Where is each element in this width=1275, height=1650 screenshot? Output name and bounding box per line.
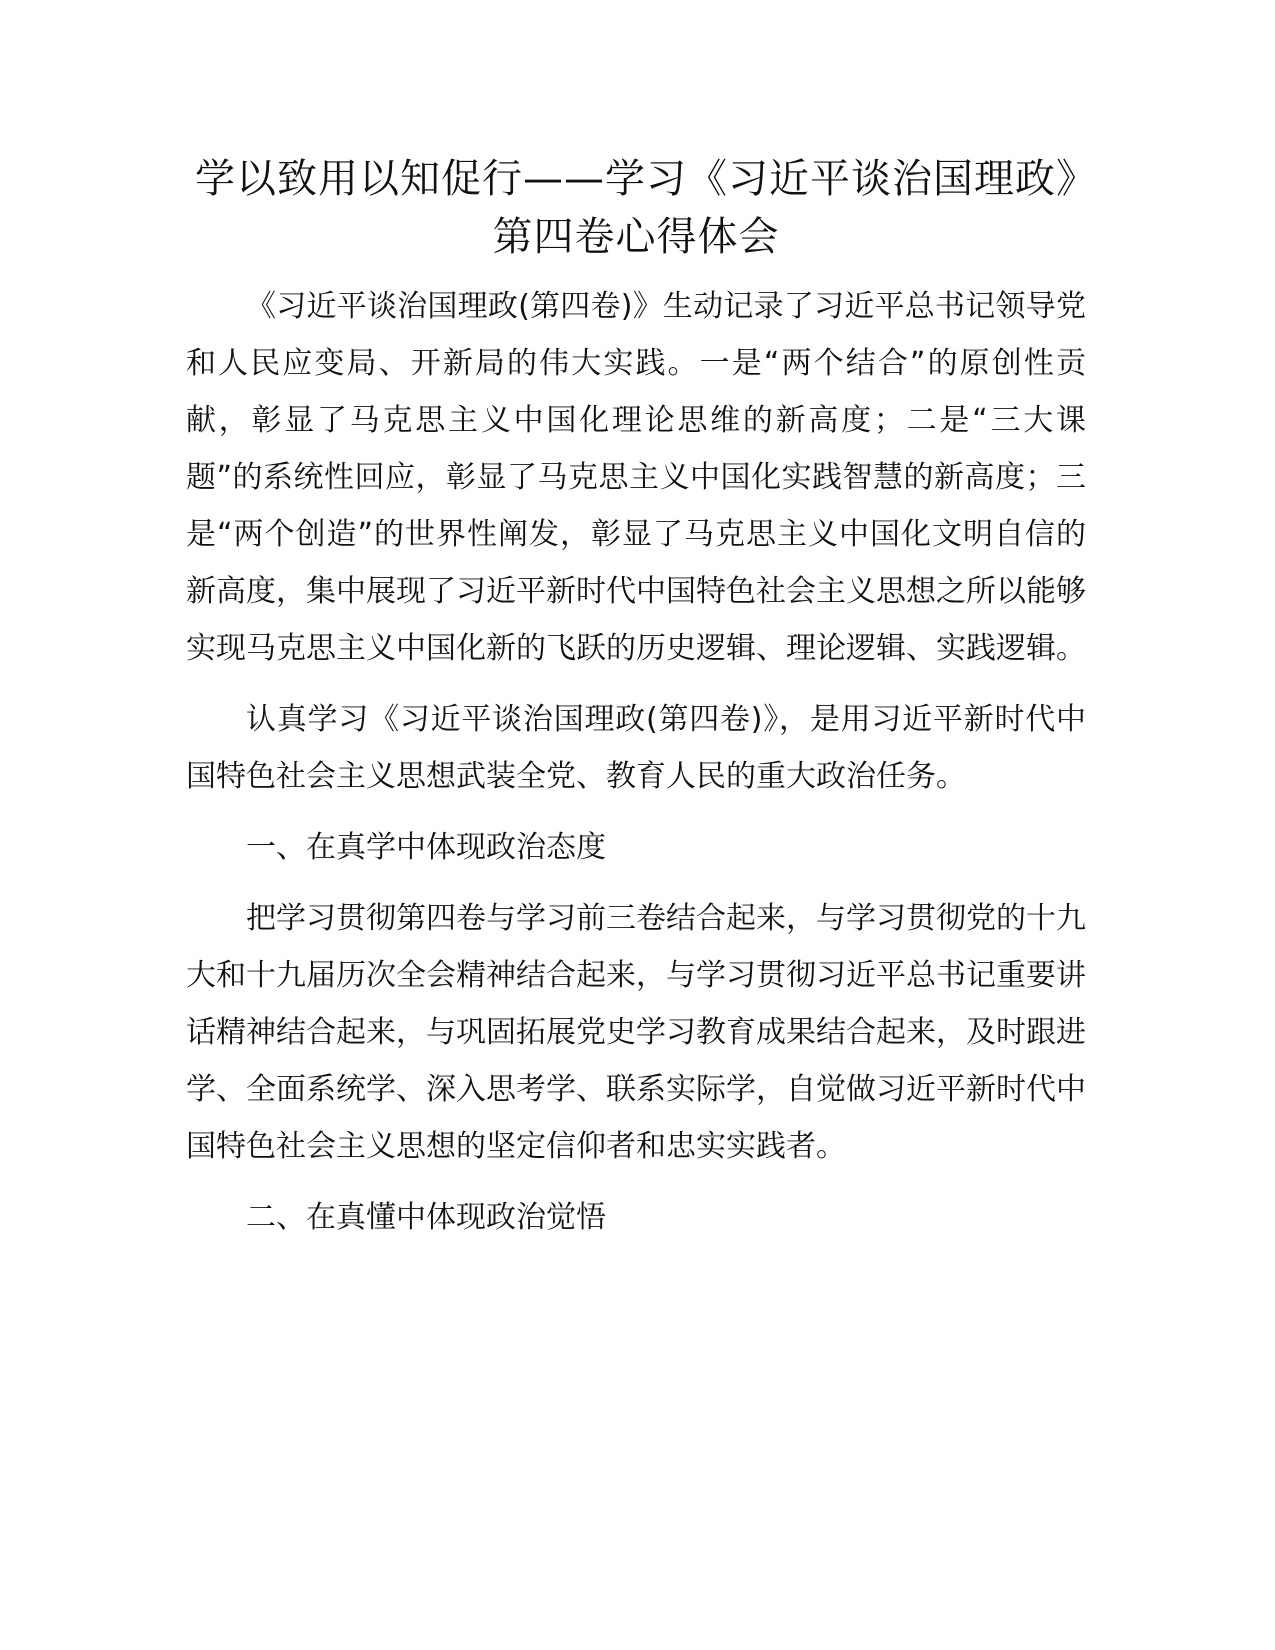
document-title: 学以致用以知促行——学习《习近平谈治国理政》第四卷心得体会 [195, 156, 1077, 260]
document-body [186, 150, 1086, 1260]
section-1-heading: 一、在真学中体现政治态度 [246, 830, 606, 865]
intro-paragraph: 《习近平谈治国理政(第四卷)》生动记录了习近平总书记领导党和人民应变局、开新局的伟大实践。一是“两个结合”的原创性贡献，彰显了马克思主义中国化理论思维的新高度；二是“三大课题”的系统性回应，彰显了马克思主义中国化实践智慧的新高度；三是“两个创造”的世界性阐发，彰显了马克思主义中国化文明自信的新高度，集中展现了习近平新时代中国特色社会主义思想之所以能够实现马克思主义中国化新的飞跃的历史逻辑、理论逻辑、实践逻辑。 [186, 289, 1086, 666]
section-2-heading: 二、在真懂中体现政治觉悟 [246, 1200, 606, 1235]
section-1-paragraph: 把学习贯彻第四卷与学习前三卷结合起来，与学习贯彻党的十九大和十九届历次全会精神结合起来，与学习贯彻习近平总书记重要讲话精神结合起来，与巩固拓展党史学习教育成果结合起来，及时跟进学、全面系统学、深入思考学、联系实际学，自觉做习近平新时代中国特色社会主义思想的坚定信仰者和忠实实践者。 [186, 901, 1086, 1164]
study-task-paragraph: 认真学习《习近平谈治国理政(第四卷)》，是用习近平新时代中国特色社会主义思想武装全党、教育人民的重大政治任务。 [186, 702, 1086, 794]
